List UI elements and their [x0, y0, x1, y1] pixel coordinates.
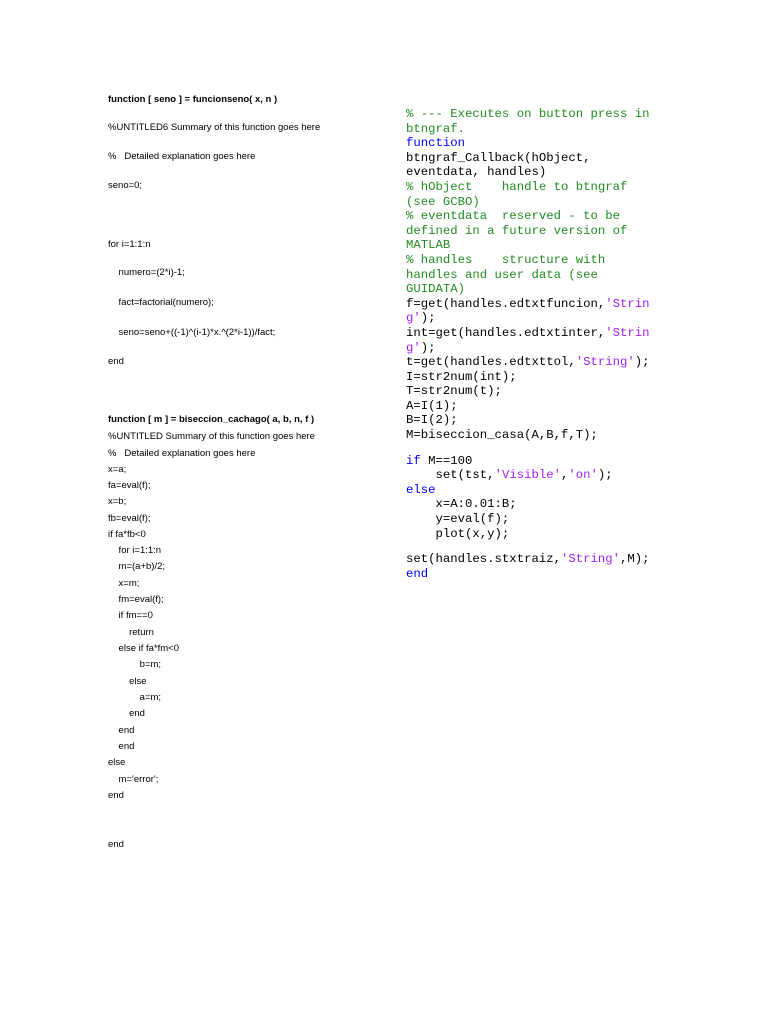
- function-signature-line: function [ seno ] = funcionseno( x, n ): [108, 94, 278, 105]
- code-line: % Detailed explanation goes here: [108, 151, 256, 162]
- string-token: 'Strin: [605, 325, 650, 340]
- code-line: [406, 512, 668, 527]
- code-line: if fa*fb<0: [108, 529, 146, 540]
- comment-token: defined in a future version of: [406, 223, 628, 238]
- code-line: [406, 483, 668, 498]
- code-token: int=get(handles.edtxtinter,: [406, 325, 606, 340]
- code-line: %UNTITLED6 Summary of this function goes here: [108, 122, 321, 133]
- string-token: 'Strin: [605, 296, 650, 311]
- comment-token: % --- Executes on button press in: [406, 107, 650, 121]
- code-line: seno=seno+((-1)^(i-1)*x.^(2*i-1))/fact;: [108, 327, 276, 338]
- string-token: 'String': [560, 552, 621, 567]
- code-token: I=str2num(int);: [406, 369, 517, 384]
- blank-line: [406, 443, 668, 454]
- code-line: [406, 136, 668, 151]
- code-token: ,M);: [620, 552, 650, 567]
- code-line: fm=eval(f);: [108, 594, 164, 605]
- keyword-token: if: [406, 453, 421, 468]
- code-line: [406, 326, 668, 341]
- code-line: [406, 355, 668, 370]
- code-line: [406, 428, 668, 443]
- code-line: [406, 107, 668, 122]
- code-line: [406, 238, 668, 253]
- code-line: [406, 180, 668, 195]
- code-line: [406, 195, 668, 210]
- comment-token: % handles structure with: [406, 252, 606, 267]
- string-token: g': [406, 340, 421, 355]
- code-token: t=get(handles.edtxttol,: [406, 355, 576, 370]
- code-line: fact=factorial(numero);: [108, 297, 214, 308]
- code-line: [406, 311, 668, 326]
- code-token: y=eval(f);: [406, 512, 510, 527]
- comment-token: btngraf.: [406, 121, 466, 136]
- code-token: B=I(2);: [406, 413, 458, 428]
- comment-token: GUIDATA): [406, 282, 466, 297]
- comment-token: (see GCBO): [406, 194, 480, 209]
- string-token: 'String': [575, 355, 635, 370]
- code-line: end: [108, 725, 135, 736]
- code-line: else if fa*fm<0: [108, 643, 180, 654]
- function-signature-line: function [ m ] = biseccion_cachago( a, b, n, f ): [108, 414, 315, 425]
- code-line: a=m;: [108, 692, 162, 703]
- code-line: [406, 253, 668, 268]
- code-line: if fm==0: [108, 610, 153, 621]
- code-line: end: [108, 790, 124, 801]
- code-line: end: [108, 708, 145, 719]
- keyword-token: else: [406, 482, 436, 497]
- string-token: g': [406, 311, 421, 326]
- keyword-token: function: [406, 136, 466, 151]
- code-line: [406, 282, 668, 297]
- comment-token: MATLAB: [406, 238, 451, 253]
- code-line: [406, 268, 668, 283]
- code-line: [406, 384, 668, 399]
- code-line: [406, 122, 668, 137]
- code-line: [406, 468, 668, 483]
- code-token: set(handles.stxtraiz,: [406, 552, 561, 567]
- code-line: [406, 454, 668, 469]
- code-line: %UNTITLED Summary of this function goes here: [108, 431, 315, 442]
- right-code-column: [406, 107, 668, 581]
- code-line: return: [108, 627, 154, 638]
- code-line: end: [108, 356, 124, 367]
- code-line: [406, 527, 668, 542]
- code-line: x=b;: [108, 496, 127, 507]
- comment-token: handles and user data (see: [406, 267, 598, 282]
- code-line: seno=0;: [108, 180, 143, 191]
- code-token: plot(x,y);: [406, 526, 510, 541]
- code-line: end: [108, 839, 124, 850]
- code-token: A=I(1);: [406, 398, 458, 413]
- comment-token: % eventdata reserved - to be: [406, 209, 621, 224]
- code-line: x=a;: [108, 464, 127, 475]
- code-line: fb=eval(f);: [108, 513, 151, 524]
- code-line: [406, 165, 668, 180]
- code-token: T=str2num(t);: [406, 384, 502, 399]
- code-line: b=m;: [108, 659, 162, 670]
- code-line: [406, 413, 668, 428]
- code-line: else: [108, 757, 126, 768]
- code-line: [406, 341, 668, 356]
- code-line: for i=1:1:n: [108, 239, 151, 250]
- code-token: set(tst,: [406, 468, 495, 483]
- code-line: [406, 151, 668, 166]
- code-line: [406, 370, 668, 385]
- code-token: ,: [560, 468, 569, 483]
- left-code-column: [108, 0, 388, 1024]
- code-token: );: [597, 468, 613, 483]
- code-line: [406, 552, 668, 567]
- code-token: x=A:0.01:B;: [406, 497, 517, 512]
- code-token: M==100: [420, 453, 473, 468]
- code-line: [406, 567, 668, 582]
- code-token: btngraf_Callback(hObject,: [406, 150, 591, 165]
- code-line: m='error';: [108, 774, 159, 785]
- code-token: M=biseccion_casa(A,B,f,T);: [406, 428, 598, 443]
- code-line: end: [108, 741, 135, 752]
- code-token: eventdata, handles): [406, 165, 547, 180]
- code-token: f=get(handles.edtxtfuncion,: [406, 296, 606, 311]
- code-line: [406, 224, 668, 239]
- code-line: fa=eval(f);: [108, 480, 151, 491]
- code-line: % Detailed explanation goes here: [108, 448, 256, 459]
- blank-line: [406, 541, 668, 552]
- code-line: [406, 297, 668, 312]
- code-token: );: [420, 340, 436, 355]
- string-token: 'Visible': [494, 468, 561, 483]
- code-line: [406, 497, 668, 512]
- code-token: );: [634, 355, 650, 370]
- code-line: m=(a+b)/2;: [108, 561, 166, 572]
- code-line: x=m;: [108, 578, 140, 589]
- comment-token: % hObject handle to btngraf: [406, 179, 628, 194]
- code-line: for i=1:1:n: [108, 545, 162, 556]
- code-line: [406, 209, 668, 224]
- code-line: else: [108, 676, 147, 687]
- code-token: );: [420, 311, 436, 326]
- keyword-token: end: [406, 566, 429, 581]
- code-line: [406, 399, 668, 414]
- string-token: 'on': [568, 468, 598, 483]
- code-line: numero=(2*i)-1;: [108, 267, 185, 278]
